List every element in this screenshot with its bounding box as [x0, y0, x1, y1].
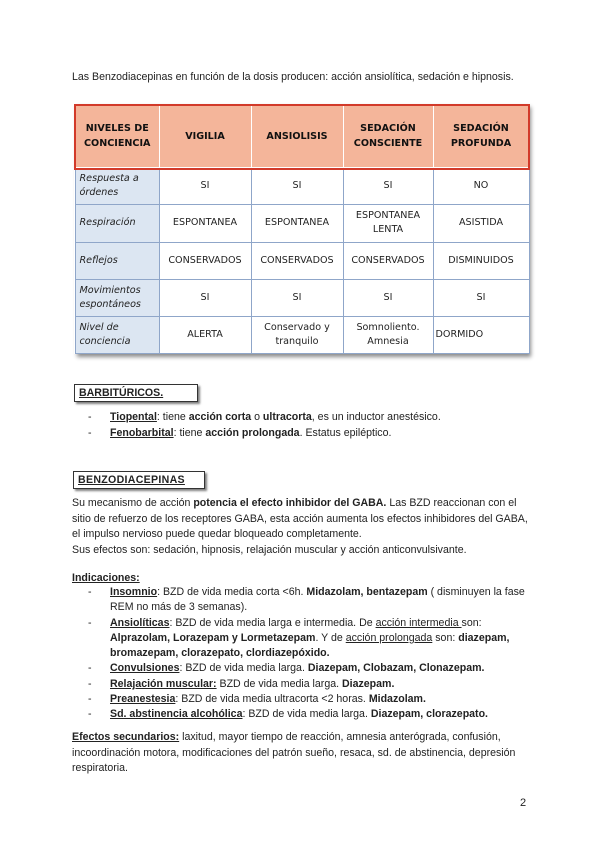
- text-span: . Estatus epiléptico.: [299, 426, 392, 439]
- text-span: laxitud, mayor tiempo de reacción, amnesia anterógrada, confusión, incoordinación motora, modificaciones del patrón sueño, resaca, sd. de abstinencia, depresión respiratoria.: [72, 731, 516, 774]
- text-span: : BZD de vida media ultracorta <2 horas.: [175, 693, 369, 706]
- text-span: , es un inductor anestésico.: [311, 411, 441, 423]
- indication-name: Ansiolíticas: [110, 616, 170, 629]
- table-cell: SI: [251, 168, 343, 205]
- table-row: [75, 168, 529, 205]
- table-header-row: [75, 105, 529, 168]
- text-span: Su mecanismo de acción: [72, 497, 194, 509]
- table-cell: Somnoliento. Amnesia: [343, 316, 433, 353]
- table-cell: SI: [159, 279, 251, 316]
- text-span: son:: [432, 631, 459, 644]
- list-item: [88, 426, 538, 442]
- table-cell: CONSERVADOS: [251, 242, 343, 279]
- text-span: Las BZD reaccionan con el sitio de refuerzo de los receptores GABA, esta acción aumenta los efectos inhibidores del GABA, el impulso nervioso puede quedar bloqueado completamente.: [72, 497, 528, 540]
- indication-name: Preanestesia: [110, 693, 176, 706]
- table-header-cell: VIGILIA: [159, 105, 251, 168]
- table-cell: ALERTA: [159, 316, 251, 353]
- table-cell: SI: [433, 279, 529, 316]
- table-header-cell: SEDACIÓN CONSCIENTE: [343, 105, 433, 168]
- indication-name: Sd. abstinencia alcohólica: [110, 708, 243, 721]
- text-span: : BZD de vida media larga.: [242, 708, 371, 721]
- benzodiacepinas-heading: BENZODIACEPINAS: [73, 471, 205, 489]
- table-header-cell: NIVELES DE CONCIENCIA: [75, 105, 159, 168]
- drug-name: Fenobarbital: [110, 426, 174, 439]
- text-span: : BZD de vida media larga.: [179, 662, 308, 675]
- bold-text: Midazolam, bentazepam: [306, 586, 428, 598]
- text-span: son:: [461, 616, 482, 629]
- underlined-text: acción intermedia: [375, 616, 462, 629]
- table-cell: ESPONTANEA LENTA: [343, 205, 433, 242]
- row-label: Reflejos: [75, 242, 159, 279]
- table-cell: CONSERVADOS: [159, 242, 251, 279]
- text-span: o: [251, 411, 263, 423]
- list-item: [88, 410, 538, 426]
- side-effects-paragraph: [72, 730, 534, 777]
- bold-text: Diazepam.: [342, 677, 395, 690]
- bold-text: diazepam, bromazepam, clorazepato, clordiazepóxido.: [110, 631, 510, 660]
- bold-text: acción corta: [188, 411, 252, 423]
- list-item: [88, 677, 534, 692]
- bold-text: potencia el efecto inhibidor del GABA.: [193, 497, 387, 509]
- table-header-cell: SEDACIÓN PROFUNDA: [433, 105, 529, 168]
- table-cell: ASISTIDA: [433, 205, 529, 242]
- barbituricos-list: [88, 410, 538, 441]
- consciousness-levels-table: [74, 104, 530, 354]
- list-item: [88, 585, 534, 616]
- text-span: : BZD de vida media corta <6h.: [157, 586, 307, 598]
- indication-name: Relajación muscular:: [110, 677, 217, 690]
- indication-name: Convulsiones: [110, 662, 180, 675]
- table-row: [75, 316, 529, 353]
- table-row: [75, 205, 529, 242]
- bold-text: Diazepam, Clobazam, Clonazepam.: [307, 662, 485, 675]
- side-effects-heading: Efectos secundarios:: [72, 731, 180, 743]
- text-span: : BZD de vida media larga e intermedia. De: [169, 616, 376, 629]
- text-span: BZD de vida media larga.: [216, 677, 342, 690]
- table-cell: SI: [251, 279, 343, 316]
- bold-text: Alprazolam, Lorazepam y Lormetazepam: [110, 631, 316, 644]
- table-row: [75, 242, 529, 279]
- indications-heading: Indicaciones:: [72, 572, 140, 584]
- bold-text: ultracorta: [262, 411, 312, 423]
- table-header-cell: ANSIOLISIS: [251, 105, 343, 168]
- text-span: ( disminuyen la fase REM no más de 3 semanas).: [110, 586, 525, 614]
- row-label: Respuesta a órdenes: [75, 168, 159, 205]
- table-cell: DORMIDO: [433, 316, 529, 353]
- table-cell: DISMINUIDOS: [433, 242, 529, 279]
- table-cell: ESPONTANEA: [159, 205, 251, 242]
- table-cell: CONSERVADOS: [343, 242, 433, 279]
- table-cell: SI: [159, 168, 251, 205]
- drug-name: Tiopental: [110, 411, 157, 423]
- table-row: [75, 279, 529, 316]
- intro-paragraph: Las Benzodiacepinas en función de la dosis producen: acción ansiolítica, sedación e hipnosis.: [72, 71, 514, 83]
- text-span: . Y de: [315, 631, 346, 644]
- bold-text: acción prolongada: [205, 426, 300, 439]
- list-item: [88, 707, 534, 722]
- table-cell: Conservado y tranquilo: [251, 316, 343, 353]
- consciousness-levels-table-wrapper: [74, 104, 528, 354]
- table-cell: ESPONTANEA: [251, 205, 343, 242]
- table-cell: SI: [343, 168, 433, 205]
- indication-name: Insomnio: [110, 586, 158, 598]
- text-span: : tiene: [156, 411, 189, 423]
- row-label: Respiración: [75, 205, 159, 242]
- effects-summary-paragraph: Sus efectos son: sedación, hipnosis, relajación muscular y acción anticonvulsivante.: [72, 544, 467, 556]
- underlined-text: acción prolongada: [345, 631, 433, 644]
- bold-text: Midazolam.: [368, 693, 426, 706]
- bold-text: Diazepam, clorazepato.: [370, 708, 489, 721]
- table-cell: SI: [343, 279, 433, 316]
- page-number: 2: [520, 797, 527, 809]
- barbituricos-heading: BARBITÚRICOS.: [74, 384, 198, 402]
- row-label: Nivel de conciencia: [75, 316, 159, 353]
- list-item: [88, 692, 534, 707]
- row-label: Movimientos espontáneos: [75, 279, 159, 316]
- indications-list: [88, 585, 534, 723]
- text-span: : tiene: [173, 426, 206, 439]
- list-item: [88, 616, 534, 662]
- mechanism-paragraph: [72, 496, 534, 543]
- table-cell: NO: [433, 168, 529, 205]
- list-item: [88, 661, 534, 676]
